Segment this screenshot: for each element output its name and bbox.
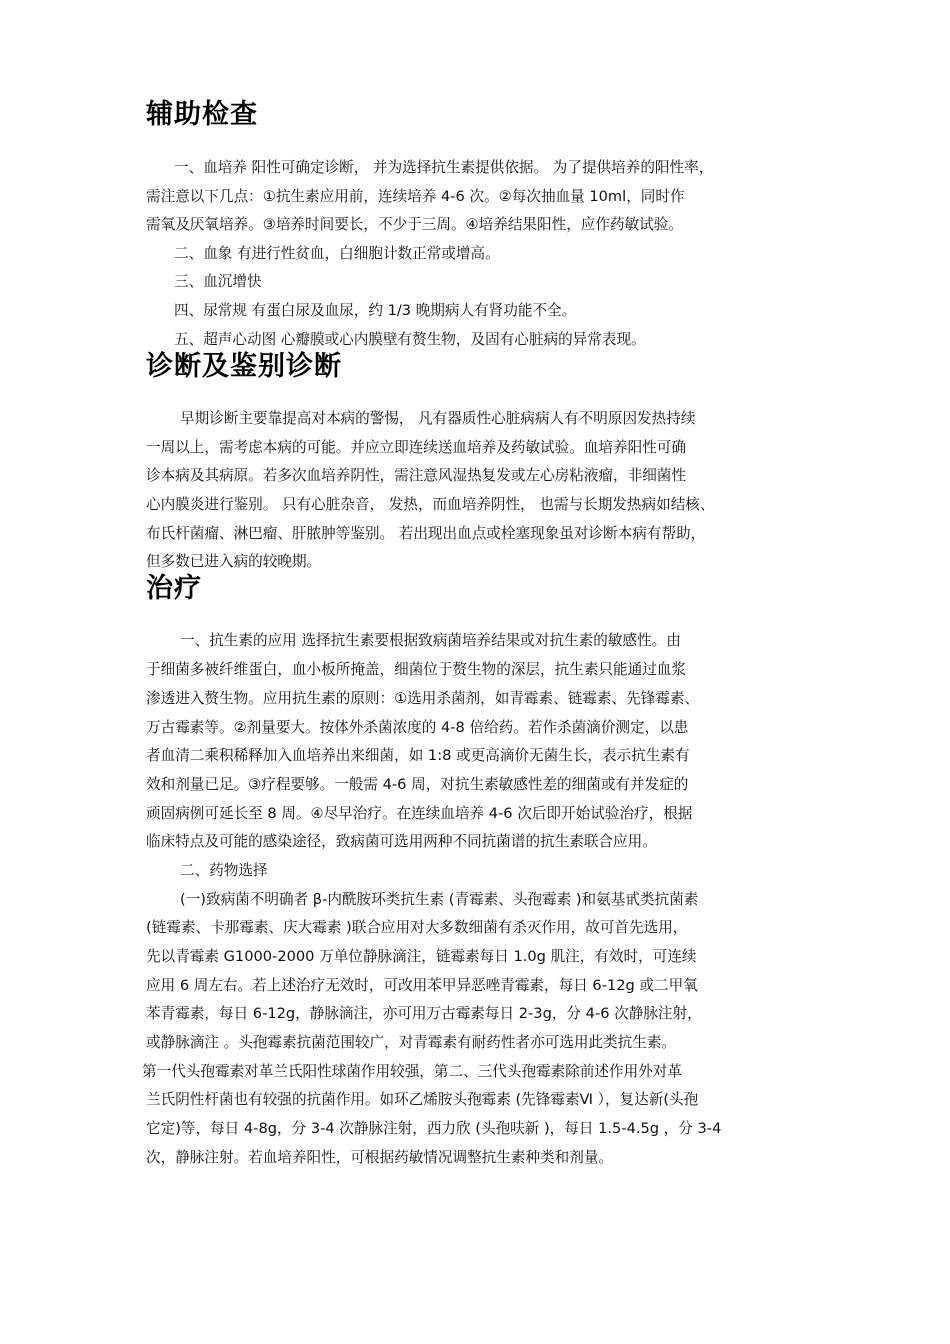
paragraph-line: 渗透进入赘生物。应用抗生素的原则：①选用杀菌剂，如青霉素、链霉素、先锋霉素、 xyxy=(146,690,700,707)
paragraph-line: 五、超声心动图 心瓣膜或心内膜壁有赘生物，及固有心脏病的异常表现。 xyxy=(174,331,646,348)
paragraph-line: 早期诊断主要靠提高对本病的警惕， 凡有器质性心脏病病人有不明原因发热持续 xyxy=(180,410,696,427)
paragraph-line: 于细菌多被纤维蛋白，血小板所掩盖，细菌位于赘生物的深层，抗生素只能通过血浆 xyxy=(146,661,686,678)
paragraph-line: 二、药物选择 xyxy=(180,862,268,879)
paragraph-line: 次，静脉注射。若血培养阳性，可根据药敏情况调整抗生素种类和剂量。 xyxy=(146,1149,614,1166)
paragraph-line: 临床特点及可能的感染途径，致病菌可选用两种不同抗菌谱的抗生素联合应用。 xyxy=(146,833,657,850)
paragraph-line: 诊本病及其病原。若多次血培养阴性，需注意风湿热复发或左心房粘液瘤，非细菌性 xyxy=(146,467,686,484)
heading-diagnosis: 诊断及鉴别诊断 xyxy=(146,351,342,382)
paragraph-line: 需氧及厌氧培养。③培养时间要长，不少于三周。④培养结果阳性，应作药敏试验。 xyxy=(146,216,683,233)
heading-treatment: 治疗 xyxy=(146,573,202,604)
paragraph-line: (链霉素、卡那霉素、庆大霉素 )联合应用对大多数细菌有杀灭作用，故可首先选用， xyxy=(146,919,688,936)
paragraph-line: 顽固病例可延长至 8 周。④尽早治疗。在连续血培养 4-6 次后即开始试验治疗，根据 xyxy=(146,805,693,822)
paragraph-line: 第一代头孢霉素对革兰氏阳性球菌作用较强，第二、三代头孢霉素除前述作用外对革 xyxy=(142,1063,682,1080)
paragraph-line: 但多数已进入病的较晚期。 xyxy=(146,553,322,570)
paragraph-line: 四、尿常规 有蛋白尿及血尿，约 1/3 晚期病人有肾功能不全。 xyxy=(174,302,577,319)
paragraph-line: 它定)等，每日 4-8g，分 3-4 次静脉注射，西力欣 (头孢呋新 )，每日 1.5-4.5g ，分 3-4 xyxy=(146,1120,722,1137)
paragraph-line: 一周以上，需考虑本病的可能。并应立即连续送血培养及药敏试验。血培养阳性可确 xyxy=(146,439,686,456)
paragraph-line: 者血清二乘积稀释加入血培养出来细菌，如 1:8 或更高滴价无菌生长，表示抗生素有 xyxy=(146,747,690,764)
heading-auxiliary-exam: 辅助检查 xyxy=(146,99,258,130)
paragraph-line: 一、血培养 阳性可确定诊断， 并为选择抗生素提供依据。 为了提供培养的阳性率， xyxy=(174,159,714,176)
paragraph-line: 苯青霉素，每日 6-12g，静脉滴注，亦可用万古霉素每日 2-3g，分 4-6 次静脉注射， xyxy=(146,1005,702,1022)
paragraph-line: 先以青霉素 G1000-2000 万单位静脉滴注，链霉素每日 1.0g 肌注，有效时，可连续 xyxy=(146,948,697,965)
paragraph-line: 应用 6 周左右。若上述治疗无效时，可改用苯甲异恶唑青霉素，每日 6-12g 或二甲氧 xyxy=(146,977,698,994)
paragraph-line: 二、血象 有进行性贫血，白细胞计数正常或增高。 xyxy=(174,245,500,262)
paragraph-line: 效和剂量已足。③疗程要够。一般需 4-6 周，对抗生素敏感性差的细菌或有并发症的 xyxy=(146,776,689,793)
paragraph-line: 兰氏阴性杆菌也有较强的抗菌作用。如环乙烯胺头孢霉素 (先锋霉素Ⅵ ），复达新(头孢 xyxy=(146,1091,699,1108)
paragraph-line: 三、血沉增快 xyxy=(174,273,262,290)
paragraph-line: 需注意以下几点：①抗生素应用前，连续培养 4-6 次。②每次抽血量 10ml，同时作 xyxy=(146,188,685,205)
paragraph-line: 布氏杆菌瘤、淋巴瘤、肝脓肿等鉴别。 若出现出血点或栓塞现象虽对诊断本病有帮助， xyxy=(146,525,706,542)
paragraph-line: 或静脉滴注 。头孢霉素抗菌范围较广，对青霉素有耐药性者亦可选用此类抗生素。 xyxy=(146,1034,677,1051)
paragraph-line: 一、抗生素的应用 选择抗生素要根据致病菌培养结果或对抗生素的敏感性。由 xyxy=(180,632,681,649)
paragraph-line: 万古霉素等。②剂量要大。按体外杀菌浓度的 4-8 倍给药。若作杀菌滴价测定，以患 xyxy=(146,719,689,736)
paragraph-line: (一)致病菌不明确者 β-内酰胺环类抗生素 (青霉素、头孢霉素 )和氨基甙类抗菌素 xyxy=(180,891,699,908)
paragraph-line: 心内膜炎进行鉴别。 只有心脏杂音， 发热，而血培养阴性， 也需与长期发热病如结核、 xyxy=(146,496,715,513)
